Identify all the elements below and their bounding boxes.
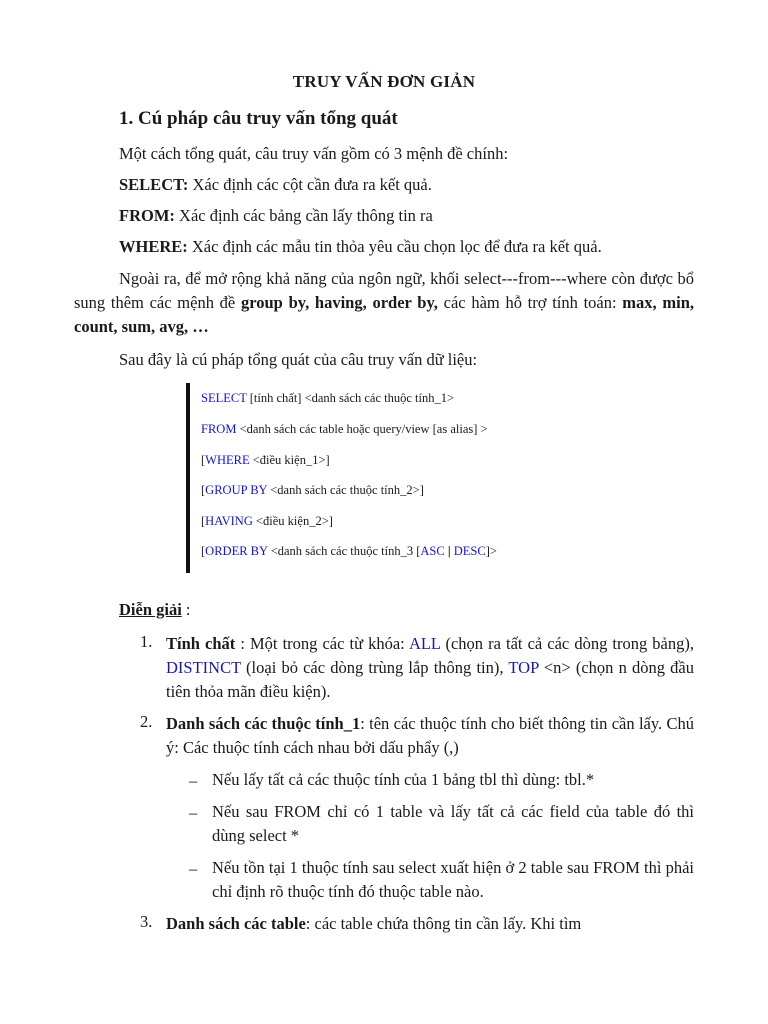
list-item xyxy=(166,632,694,704)
item-text: (chọn ra tất cả các dòng trong bảng), xyxy=(440,634,694,653)
code-line-order-by xyxy=(201,544,497,559)
code-keyword: ASC xyxy=(420,544,445,558)
code-line-from xyxy=(201,422,488,437)
from-label: FROM: xyxy=(119,206,175,225)
code-keyword: FROM xyxy=(201,422,237,436)
explain-heading-colon: : xyxy=(181,600,191,619)
item-label: Danh sách các table xyxy=(166,914,306,933)
code-keyword: SELECT xyxy=(201,391,247,405)
where-label: WHERE: xyxy=(119,237,188,256)
extension-text-2: các hàm hỗ trợ tính toán: xyxy=(437,293,623,312)
item-label: Danh sách các thuộc tính_1 xyxy=(166,714,361,733)
code-text: <danh sách các table hoặc query/view [as alias] > xyxy=(236,422,488,436)
intro-text: Một cách tổng quát, câu truy vấn gồm có 3 mệnh đề chính: xyxy=(119,144,509,163)
list-item xyxy=(166,712,694,760)
dash-bullet: – xyxy=(189,803,198,822)
syntax-intro: Sau đây là cú pháp tổng quát của câu truy vấn dữ liệu: xyxy=(119,350,478,369)
aggregate-functions: max, min, count, sum, avg, … xyxy=(74,293,695,336)
list-number: 1. xyxy=(140,632,153,651)
item-text: <n> (chọn n dòng đầu tiên thỏa mãn điều kiện). xyxy=(166,658,694,701)
sub-list-item: Nếu tồn tại 1 thuộc tính sau select xuất hiện ở 2 table sau FROM thì phải chỉ định rõ thuộc tính đó thuộc table nào. xyxy=(212,858,694,901)
dash-bullet: – xyxy=(189,771,198,790)
from-desc: Xác định các bảng cần lấy thông tin ra xyxy=(174,206,433,225)
code-line-where xyxy=(201,453,330,468)
code-separator: | xyxy=(444,544,454,558)
list-number: 2. xyxy=(140,712,153,731)
sub-list-item: Nếu sau FROM chỉ có 1 table và lấy tất cả các field của table đó thì dùng select * xyxy=(212,802,694,845)
section-heading: 1. Cú pháp câu truy vấn tổng quát xyxy=(119,108,398,129)
code-bracket: [ xyxy=(201,544,206,558)
code-keyword: DESC xyxy=(453,544,486,558)
code-line-having xyxy=(201,514,333,529)
item-text: : các table chứa thông tin cần lấy. Khi tìm xyxy=(305,914,582,933)
extension-clauses: group by, having, order by, xyxy=(240,293,438,312)
list-number: 3. xyxy=(140,912,153,931)
select-desc: Xác định các cột cần đưa ra kết quả. xyxy=(188,175,432,194)
extension-text: Ngoài ra, để mở rộng khả năng của ngôn ngữ, khối select---from---where còn được bổ sung thêm các mệnh đề xyxy=(74,269,694,312)
item-label: Tính chất xyxy=(166,634,236,653)
item-text: : tên các thuộc tính cho biết thông tin cần lấy. Chú ý: Các thuộc tính cách nhau bởi dấu phẩy (,) xyxy=(166,714,694,757)
extension-paragraph xyxy=(74,267,694,339)
code-keyword: ORDER BY xyxy=(205,544,268,558)
code-bracket: [ xyxy=(201,453,206,467)
dash-bullet: – xyxy=(189,859,198,878)
code-bracket: [ xyxy=(201,483,206,497)
code-bracket: [ xyxy=(201,514,206,528)
page-title: TRUY VẤN ĐƠN GIẢN xyxy=(292,72,476,91)
item-text: : Một trong các từ khóa: xyxy=(235,634,409,653)
code-text: <điều kiện_1>] xyxy=(249,453,330,467)
explain-heading-text: Diễn giải xyxy=(119,600,182,619)
code-line-select xyxy=(201,391,454,406)
code-text: <danh sách các thuộc tính_2>] xyxy=(267,483,424,497)
keyword-top: TOP xyxy=(508,658,539,677)
where-desc: Xác định các mẫu tin thỏa yêu cầu chọn lọc để đưa ra kết quả. xyxy=(187,237,602,256)
keyword-distinct: DISTINCT xyxy=(166,658,241,677)
explain-heading xyxy=(119,600,191,620)
select-label: SELECT: xyxy=(119,175,189,194)
syntax-code-block xyxy=(186,383,550,573)
select-clause-line xyxy=(119,175,432,195)
code-keyword: GROUP BY xyxy=(205,483,268,497)
code-text: ]> xyxy=(485,544,497,558)
code-text: <danh sách các thuộc tính_3 [ xyxy=(267,544,421,558)
code-line-group-by xyxy=(201,483,424,498)
where-clause-line xyxy=(119,237,602,257)
list-item xyxy=(166,912,694,936)
from-clause-line xyxy=(119,206,433,226)
keyword-all: ALL xyxy=(408,634,441,653)
code-keyword: HAVING xyxy=(205,514,253,528)
code-text: <điều kiện_2>] xyxy=(252,514,333,528)
code-keyword: WHERE xyxy=(205,453,250,467)
sub-list-item: Nếu lấy tất cả các thuộc tính của 1 bảng tbl thì dùng: tbl.* xyxy=(212,770,595,789)
item-text: (loại bỏ các dòng trùng lắp thông tin), xyxy=(240,658,509,677)
code-text: [tính chất] <danh sách các thuộc tính_1> xyxy=(246,391,455,405)
